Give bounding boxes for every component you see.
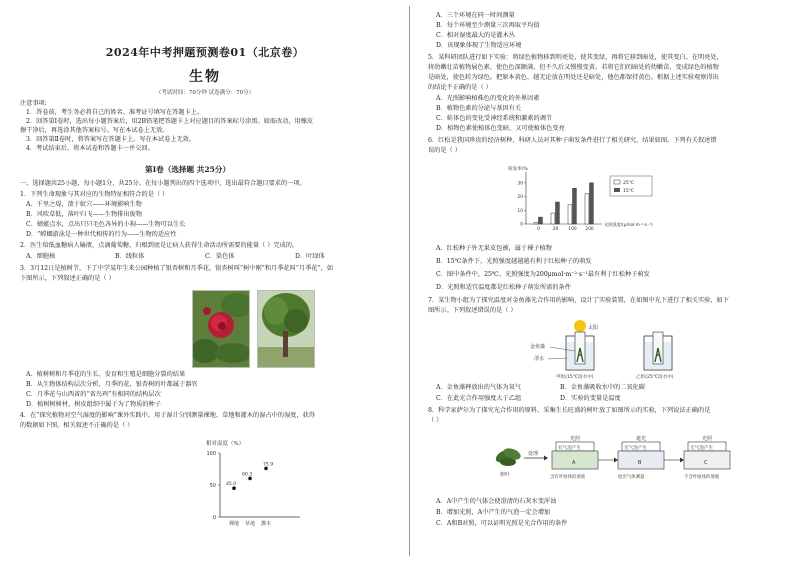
q6-option: D．光照和适宜温度都是红松种子萌发所需的条件: [436, 284, 571, 291]
q5-option: D．植物色素使植体色变暗，又可使植体色变亮: [436, 125, 565, 132]
q2-option: C．染色体: [205, 253, 235, 260]
sun-label: 太阳: [588, 325, 599, 331]
leaf-label: 树叶: [500, 472, 511, 478]
q2-option: A．细胞核: [26, 253, 56, 260]
goldfish-weed-diagram: [520, 318, 760, 380]
humidity-x-label: 灌木: [260, 521, 272, 527]
humidity-value-label: 60.3: [242, 472, 253, 478]
germ-bar: [534, 223, 538, 224]
q1-option: B．风吹草低，落叶归飞——生物排出废物: [26, 211, 142, 218]
arrow-head-icon: [680, 458, 684, 463]
q7-option: C．在此光合作用强度大于乙组: [436, 395, 522, 402]
q8-stem: 8．科学家萨尔为了探究光合作用的原料，采集生长旺盛的树叶放了如图所示的实验，下列说法正确的是: [428, 407, 711, 414]
q8-option: B．增加光照，A中产生的气泡一定会增加: [436, 509, 551, 516]
a-light-label: 光照: [570, 436, 581, 442]
note-line: 1．答卷前，考生务必将自己的姓名、准考证号填写在答题卡上。: [26, 109, 204, 116]
q7-option: A．金鱼藻释放出的气体为氧气: [436, 384, 521, 391]
q6-option: C．图中条件中，25℃、光照强度为200μmol·m⁻²·s⁻¹最有利于红松种子萌发: [436, 271, 650, 278]
plant-label: 金鱼藻: [530, 344, 546, 350]
legend-label-15: 15℃: [623, 189, 635, 194]
germ-x-label: 200: [585, 227, 594, 232]
leaf-experiment-diagram: [490, 430, 750, 492]
note-line: 2．回答第Ⅰ卷时，选出每小题答案后，用2B铅笔把答题卡上对应题目的答案标号涂黑。如需改动，用橡皮: [26, 118, 314, 125]
q4-option: A．三个环境在同一时间测量: [436, 12, 515, 19]
germ-bar: [585, 194, 589, 224]
q4-option: B．每个环境至少测量三次再取平均值: [436, 22, 540, 29]
q4-stem: 的数据如下图。相关叙述不正确的是（ ）: [20, 422, 134, 429]
germ-x-label: 0: [537, 227, 540, 232]
exam-title: 2024年中考押题预测卷01（北京卷）: [105, 46, 305, 59]
q5-option: A．光照影响植株色的变化的外界因素: [436, 95, 540, 102]
q3-stem: 3．3月12日是植树节，下了中学某年生来公园种植了银杏树和月季花，银杏树叫“树中刚”和月季花叫“月季花”，如: [20, 265, 334, 272]
q3-option: C．月季花与山西省的“省鸟鸡”有相同的结构层次: [26, 391, 161, 398]
humidity-value-label: 45.0: [226, 482, 237, 488]
legend-label-25: 25℃: [623, 181, 635, 186]
q5-stem: 将幼嫩壮苗植物展色素，使色色深颇满，但不久后又慢慢变黄。若将它们的暗处的幼嫩苗，变成绿色的植物: [428, 64, 719, 71]
exam-meta: （考试时间：70分钟 试卷满分：70分）: [155, 90, 255, 96]
right-column: [410, 0, 794, 562]
q2-option: B．线粒体: [115, 253, 145, 260]
b-dark-label: 遮光: [636, 436, 647, 442]
arrow-head-icon: [544, 456, 548, 461]
q1-option: A．千里之堤，溃于蚁穴——环境影响生物: [26, 201, 142, 208]
section1-intro: 一、选择题共25小题，每小题1分，共25分。在每小题列出的四个选项中，选出最符合题目要求的一项。: [20, 180, 306, 187]
q8-option: C．A和B对照，可以证明光照是光合作用的条件: [436, 520, 568, 527]
q7-stem: 7．某生物小组为了探究温度对金鱼藻光合作用的影响，设计了实验装置，在如图中光下进行了相关实验，如下: [428, 297, 729, 304]
germ-y-tick-label: 20: [517, 195, 523, 201]
tree-photo: [257, 290, 315, 368]
q6-stem: 误的是（ ）: [428, 147, 461, 154]
note-line: 3．回答第Ⅱ卷时，将答案写在答题卡上。写在本试卷上无效。: [26, 136, 196, 143]
humidity-x-label: 裸地: [228, 521, 240, 527]
c-liquid-label: 不含叶绿体的溶液: [684, 475, 720, 480]
notes-heading: 注意事项:: [20, 100, 47, 107]
germ-bar: [539, 217, 543, 224]
humidity-value-label: 75.9: [263, 462, 274, 468]
q7-option: B．金鱼藻吸收水中的二氧化碳: [560, 384, 645, 391]
q5-stem: 的结论不正确的是（ ）: [428, 84, 492, 91]
germ-y-tick-label: 0: [520, 222, 523, 228]
germ-bar: [568, 205, 572, 224]
q1-option: C．蜻蜓点水，点出只只毛色各异的小狗——生物可以生长: [26, 221, 186, 228]
a-bubbles-label: 有气泡产生: [558, 446, 581, 451]
q3-stem: 下图所示，下列叙述正确的是（ ）: [20, 275, 115, 282]
q3-option: D．植树树树材，树皮组织中属于为了物质的种子: [26, 401, 161, 408]
humidity-y-tick-label: 50: [209, 482, 216, 489]
germ-y-tick-label: 30: [517, 181, 523, 187]
c-light-label: 光照: [702, 436, 713, 442]
treat-label: 处理: [528, 451, 539, 457]
germination-chart: [506, 162, 686, 240]
germ-y-tick-label: 10: [517, 208, 523, 214]
section1-title: 第Ⅰ卷（选择题 共25分）: [145, 165, 231, 174]
germ-x-label: 100: [568, 227, 577, 232]
leaf-icon: [500, 458, 516, 466]
q5-option: B．植物色素的分泌与基因有关: [436, 105, 521, 112]
c-tag: C: [704, 460, 708, 466]
q3-option: A．植树树和月季花的生长、发育和生殖是细胞分裂的结果: [26, 371, 186, 378]
b-liquid-label: 放出气体测量: [618, 475, 645, 480]
germination-chart-xlabel: 光照强度/(μmol·m⁻²·s⁻¹): [604, 222, 653, 227]
q8-option: A．A中产生的气体会使澄清的石灰水变浑浊: [436, 498, 557, 505]
rose-photo: [192, 290, 250, 368]
germ-bar: [551, 213, 555, 224]
sun-icon: [574, 320, 586, 332]
q5-option: C．蛙体色的变化受神经系统和激素的调节: [436, 115, 553, 122]
q7-stem: 图所示。下列叙述错误的是（ ）: [428, 307, 517, 314]
q3-option: B．从生物体结构层次分析，月季的花、银杏树的叶都属于器官: [26, 381, 198, 388]
q7-option: D．实验的变量是温度: [560, 395, 621, 402]
humidity-y-tick-label: 100: [206, 450, 216, 457]
humidity-x-label: 草地: [244, 521, 256, 527]
q8-stem: （ ）: [428, 417, 443, 424]
q6-option: A．红松种子外无果皮包被，属于裸子植物: [436, 245, 552, 252]
q1-option: D．“螳螂游泳是一种世代相传的行为——生物的适应性: [26, 231, 177, 238]
q6-option: B．15℃条件下，光照强度越越越有利于红松种子的萌发: [436, 258, 592, 265]
exam-subject: 生物: [189, 69, 221, 85]
q6-stem: 6．红松是我国珍贵的经济树种，科研人员对其种子萌发条件进行了相关研究，结果如图。下列有关叙述错: [428, 137, 717, 144]
q4-option: C．相对湿度最大的是灌木丛: [436, 32, 515, 39]
a-tag: A: [572, 460, 576, 466]
q5-stem: 5．某科研团队进行如下实验：将绿色植物移到明亮处，使其变绿，再将它移到暗处，使其变白。在明亮处，: [428, 54, 723, 61]
jia-label: 甲组(15℃清水中): [556, 375, 594, 380]
legend-swatch-25: [614, 180, 620, 184]
water-label: 清水: [534, 356, 545, 362]
humidity-chart-ylabel: 相对湿度（%）: [206, 441, 245, 447]
germination-chart-ylabel: 萌发率/%: [508, 167, 528, 172]
q2-option: D．叶绿体: [295, 253, 325, 260]
germ-x-label: 20: [552, 227, 559, 232]
b-tag: B: [638, 460, 642, 466]
q5-stem: 是暗处，使色转为绿色。把原本黄色，越无论放在明处还是暗处，他色都保持黄色。根据上述实验观察得出: [428, 74, 719, 81]
germ-bar: [590, 183, 594, 224]
water-label-pointer: [548, 358, 567, 359]
humidity-y-tick-label: 0: [212, 514, 216, 521]
germ-bar: [556, 202, 560, 224]
note-line: 4．考试结束后，将本试卷和答题卡一并交回。: [26, 145, 154, 152]
b-nobubbles-label: 无气泡产生: [624, 446, 647, 451]
yi-label: 乙组(25℃清水中): [636, 375, 674, 380]
humidity-chart: [180, 435, 310, 530]
c-nobubbles-label: 无气泡产生: [690, 446, 713, 451]
q4-stem: 4．在“探究植物对空气湿度的影响”课外实践中，用于湿计分别测量裸地、草地和灌木的湿占中的湿度，获得: [20, 412, 315, 419]
q1-stem: 1．下列生命现象与其对应的生物特征相符合的是（ ）: [20, 191, 169, 198]
q4-option: D．该现象体现了生物适应环境: [436, 42, 522, 49]
arrow-head-icon: [614, 458, 618, 463]
note-line: 擦干净后，再选涂其他答案标号。写在本试卷上无效。: [20, 127, 169, 134]
germ-bar: [573, 188, 577, 224]
legend-swatch-15: [614, 188, 620, 192]
q2-stem: 2．医生给低血糖病人输液，点滴葡萄糖，归根到底是让病人获得生命活动所需要的能量（ ）完成的。: [20, 242, 299, 249]
a-liquid-label: 含有叶绿体的溶液: [550, 475, 586, 480]
